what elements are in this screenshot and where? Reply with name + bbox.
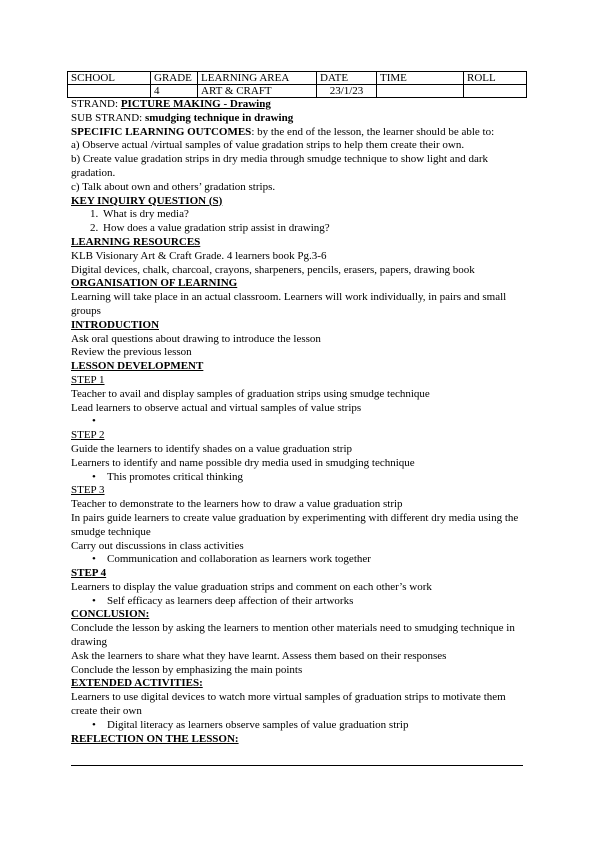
lesson-plan-page — [71, 71, 523, 746]
header-table — [67, 71, 527, 98]
extended-bullet-text: Digital literacy as learners observe samples of value graduation strip — [107, 718, 409, 731]
development-heading: LESSON DEVELOPMENT — [71, 360, 204, 373]
header-cell: TIME — [377, 72, 464, 85]
step2-bullets — [71, 471, 523, 485]
outcomes-intro: : by the end of the lesson, the learner should be able to: — [251, 125, 495, 138]
bullet-icon: • — [92, 594, 96, 607]
bullet-icon: • — [92, 470, 96, 483]
inquiry-heading: KEY INQUIRY QUESTION (S) — [71, 194, 223, 207]
step1-line: Lead learners to observe actual and virtual samples of value strips — [71, 401, 362, 414]
inquiry-question: 1. What is dry media? — [101, 208, 523, 222]
table-cell: 4 — [151, 85, 198, 98]
outcome-item: a) Observe actual /virtual samples of value gradation strips to help them create their own. — [71, 139, 465, 152]
sub-strand-label: SUB STRAND: — [71, 111, 145, 124]
header-cell: DATE — [317, 72, 377, 85]
inquiry-question: 2. How does a value gradation strip assist in drawing? — [101, 222, 523, 236]
resources-line: Digital devices, chalk, charcoal, crayons, sharpeners, pencils, erasers, papers, drawing book — [71, 263, 475, 276]
step3-bullet-text: Communication and collaboration as learners work together — [107, 553, 371, 566]
list-item — [92, 718, 523, 733]
table-cell — [377, 85, 464, 98]
step2-line: Guide the learners to identify shades on a value graduation strip — [71, 442, 353, 455]
inquiry-list — [71, 208, 523, 236]
outcome-item: b) Create value gradation strips in dry media through smudge technique to show light and dark gradation. — [71, 153, 488, 179]
step3-title: STEP 3 — [71, 484, 105, 497]
introduction-line: Ask oral questions about drawing to introduce the lesson — [71, 332, 321, 345]
sub-strand-value: smudging technique in drawing — [144, 111, 294, 124]
outcome-item: c) Talk about own and others’ gradation strips. — [71, 180, 276, 193]
table-cell — [68, 85, 151, 98]
step3-line: Carry out discussions in class activities — [71, 539, 244, 552]
step2-bullet-text: This promotes critical thinking — [107, 470, 243, 483]
extended-bullets — [71, 719, 523, 733]
sub-strand-line — [71, 112, 523, 126]
table-cell — [464, 85, 527, 98]
step2-title: STEP 2 — [71, 429, 105, 442]
conclusion-heading: CONCLUSION: — [71, 608, 150, 621]
list-item — [92, 470, 523, 485]
table-cell: ART & CRAFT — [198, 85, 317, 98]
strand-line — [71, 98, 523, 112]
list-item — [92, 415, 523, 429]
organisation-text: Learning will take place in an actual classroom. Learners will work individually, in pairs and small groups — [71, 291, 507, 317]
organisation-heading: ORGANISATION OF LEARNING — [71, 277, 238, 290]
extended-text: Learners to use digital devices to watch more virtual samples of graduation strips to motivate them create their own — [71, 691, 506, 718]
resources-line: KLB Visionary Art & Craft Grade. 4 learners book Pg.3-6 — [71, 249, 327, 262]
conclusion-line: Conclude the lesson by emphasizing the main points — [71, 663, 303, 676]
header-table-row — [68, 72, 527, 85]
step4-line: Learners to display the value graduation strips and comment on each other’s work — [71, 580, 432, 593]
list-item — [92, 553, 523, 567]
header-table-row — [68, 85, 527, 98]
step3-bullets — [71, 553, 523, 567]
header-cell: LEARNING AREA — [198, 72, 317, 85]
step4-bullet-text: Self efficacy as learners deep affection of their artworks — [107, 594, 354, 607]
bullet-icon: • — [92, 718, 96, 731]
reflection-heading: REFLECTION ON THE LESSON: — [71, 732, 239, 745]
introduction-heading: INTRODUCTION — [71, 318, 160, 331]
step1-title: STEP 1 — [71, 373, 105, 386]
strand-value: PICTURE MAKING - Drawing — [120, 98, 271, 110]
outcomes-line — [71, 126, 523, 140]
introduction-line: Review the previous lesson — [71, 346, 192, 359]
step1-bullets — [71, 415, 523, 429]
step3-line: Teacher to demonstrate to the learners how to draw a value graduation strip — [71, 498, 403, 511]
extended-heading: EXTENDED ACTIVITIES: — [71, 677, 203, 690]
bullet-icon: • — [92, 553, 96, 566]
step3-line: In pairs guide learners to create value graduation by experimenting with different dry media using the smudge technique — [71, 511, 519, 538]
bullet-icon: • — [92, 415, 96, 428]
list-item — [92, 594, 523, 609]
header-cell: GRADE — [151, 72, 198, 85]
step4-title: STEP 4 — [71, 567, 107, 580]
strand-label: STRAND: — [71, 98, 121, 110]
reflection-rule — [71, 765, 523, 766]
step4-bullets — [71, 595, 523, 609]
header-cell: ROLL — [464, 72, 527, 85]
conclusion-line: Conclude the lesson by asking the learners to mention other materials need to smudging technique in drawing — [71, 622, 515, 649]
table-cell: 23/1/23 — [317, 85, 377, 98]
step2-line: Learners to identify and name possible dry media used in smudging technique — [71, 456, 415, 469]
conclusion-line: Ask the learners to share what they have learnt. Assess them based on their responses — [71, 649, 447, 662]
resources-heading: LEARNING RESOURCES — [71, 235, 201, 248]
header-cell: SCHOOL — [68, 72, 151, 85]
outcomes-label: SPECIFIC LEARNING OUTCOMES — [71, 125, 252, 138]
step1-line: Teacher to avail and display samples of graduation strips using smudge technique — [71, 387, 430, 400]
